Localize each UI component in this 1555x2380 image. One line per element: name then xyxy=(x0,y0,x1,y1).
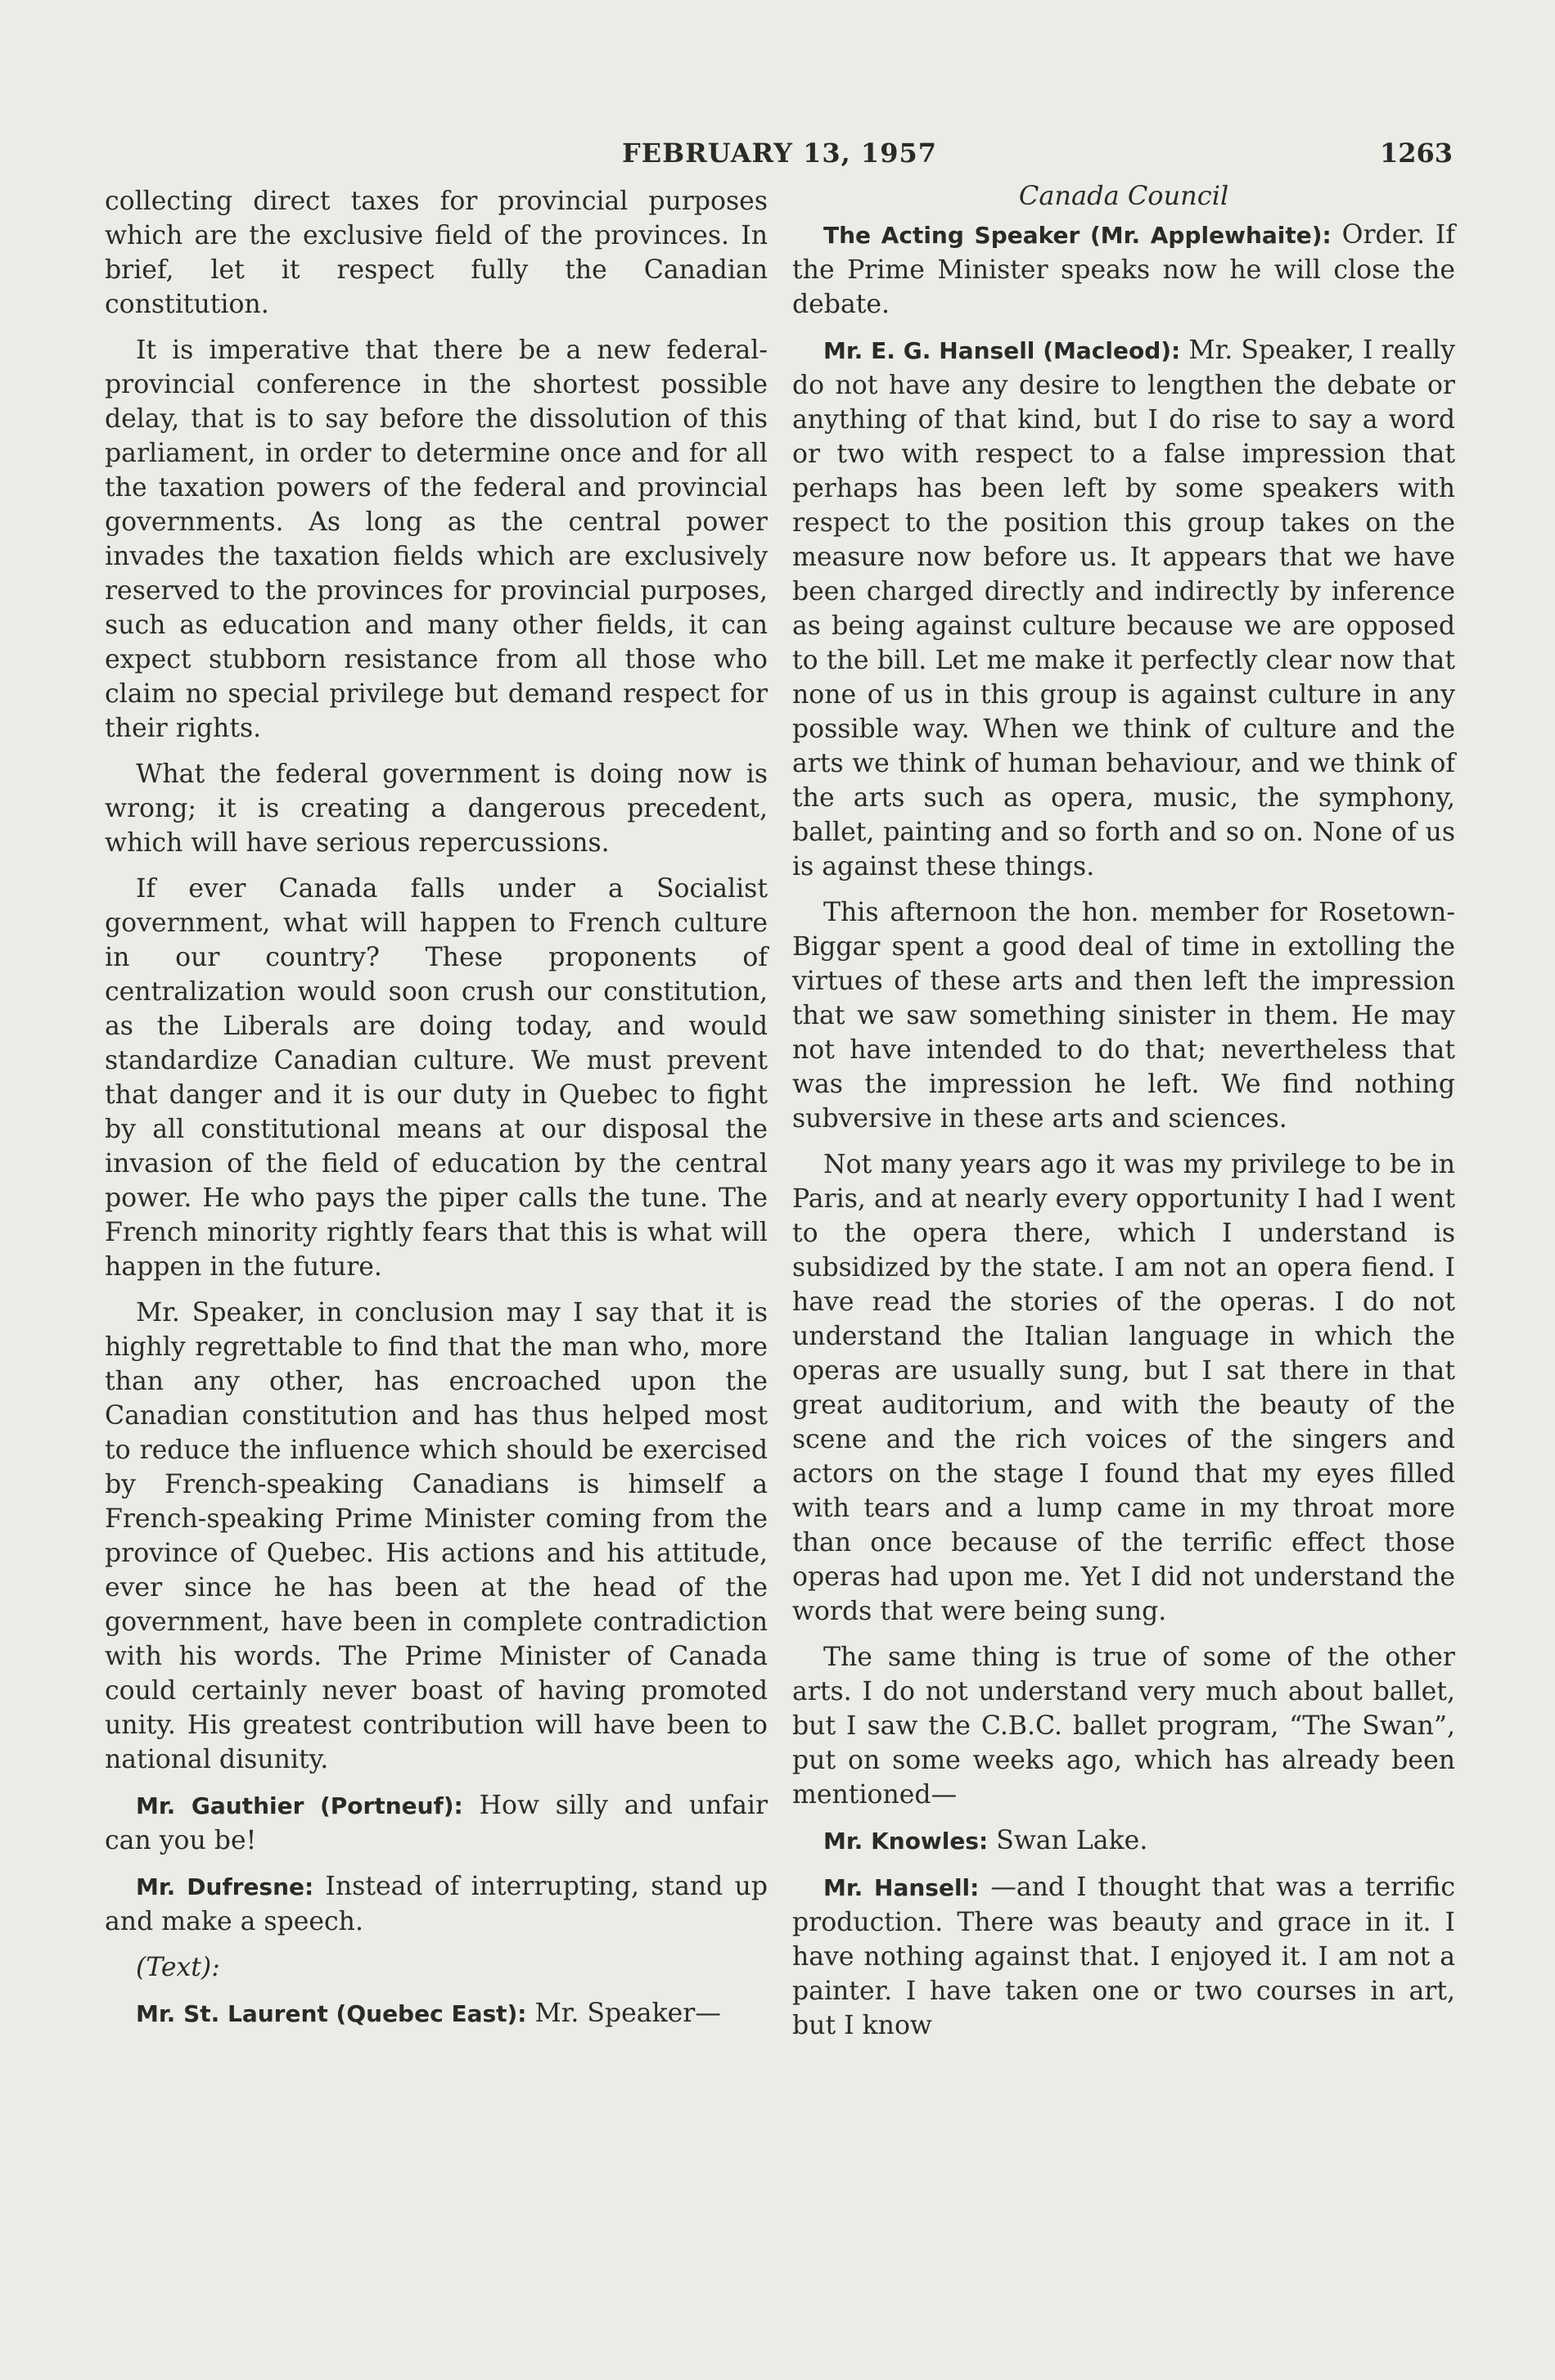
text-marker: (Text): xyxy=(136,1953,220,1982)
right-paragraph-1 xyxy=(792,218,1455,322)
left-paragraph-4: If ever Canada falls under a Socialist government, what will happen to French culture in our country? These proponents of centralization would soon crush our constitution, as the Liberals are doing today, and would standardize Canadian culture. We must prevent that danger and it is our duty in Quebec to fight by all constitutional means at our disposal the invasion of the field of education by the central power. He who pays the piper calls the tune. The French minority rightly fears that this is what will happen in the future. xyxy=(105,874,768,1282)
page-header xyxy=(106,137,1453,178)
header-date: FEBRUARY 13, 1957 xyxy=(622,137,937,169)
right-paragraph-2 xyxy=(792,333,1455,884)
speech-text: —and I thought that was a terrific production. There was beauty and grace in it. I have nothing against that. I enjoyed it. I am not a painter. I have taken one or two courses in art, but I know xyxy=(792,1873,1455,2040)
left-paragraph-9 xyxy=(105,1996,768,2031)
speech-text: Mr. Speaker, I really do not have any desire to lengthen the debate or anything of that kind, but I do rise to say a word or two with respect to a false impression that perhaps has been left by some speakers with respect to the position this group takes on the measure now before us. It appears that we have been charged directly and indirectly by inference as being against culture because we are opposed to the bill. Let me make it perfectly clear now that none of us in this group is against culture in any possible way. When we think of culture and the arts we think of human behaviour, and we think of the arts such as opera, music, the symphony, ballet, painting and so forth and so on. None of us is against these things. xyxy=(792,336,1455,881)
speaker-name: Mr. Hansell: xyxy=(823,1874,980,1901)
speech-text: Instead of interrupting, stand up and make a speech. xyxy=(105,1872,768,1936)
left-paragraph-2: It is imperative that there be a new federal-provincial conference in the shortest possible delay, that is to say before the dissolution of this parliament, in order to determine once and for all the taxation powers of the federal and provincial governments. As long as the central power invades the taxation fields which are exclusively reserved to the provinces for provincial purposes, such as education and many other fields, it can expect stubborn resistance from all those who claim no special privilege but demand respect for their rights. xyxy=(105,336,768,743)
right-paragraph-5: The same thing is true of some of the other arts. I do not understand very much about ballet, but I saw the C.B.C. ballet program, “The Swan”, put on some weeks ago, which has already been mentioned— xyxy=(792,1643,1455,1810)
left-paragraph-5: Mr. Speaker, in conclusion may I say that it is highly regrettable to find that the man who, more than any other, has encroached upon the Canadian constitution and has thus helped most to reduce the influence which should be exercised by French-speaking Canadians is himself a French-speaking Prime Minister coming from the province of Quebec. His actions and his attitude, ever since he has been at the head of the government, have been in complete contradiction with his words. The Prime Minister of Canada could certainly never boast of having promoted unity. His greatest contribution will have been to national disunity. xyxy=(105,1298,768,1774)
right-paragraph-6 xyxy=(792,1823,1455,1859)
page-number: 1263 xyxy=(1379,137,1453,169)
speaker-name: Mr. E. G. Hansell (Macleod): xyxy=(823,337,1181,364)
speaker-name: Mr. Knowles: xyxy=(823,1828,989,1855)
speaker-name: Mr. St. Laurent (Quebec East): xyxy=(136,2000,527,2027)
speech-text: Swan Lake. xyxy=(988,1826,1148,1855)
right-column xyxy=(792,178,1455,2054)
speaker-name: Mr. Gauthier (Portneuf): xyxy=(136,1792,463,1819)
left-paragraph-3: What the federal government is doing now is wrong; it is creating a dangerous precedent, which will have serious repercussions. xyxy=(105,760,768,858)
right-paragraph-7 xyxy=(792,1870,1455,2043)
speaker-name: Mr. Dufresne: xyxy=(136,1873,314,1900)
speech-text: Order. If the Prime Minister speaks now he will close the debate. xyxy=(792,220,1455,319)
left-column xyxy=(105,184,768,2043)
right-paragraph-4: Not many years ago it was my privilege to be in Paris, and at nearly every opportunity I had I went to the opera there, which I understand is subsidized by the state. I am not an opera fiend. I have read the stories of the operas. I do not understand the Italian language in which the operas are usually sung, but I sat there in that great auditorium, and with the beauty of the scene and the rich voices of the singers and actors on the stage I found that my eyes filled with tears and a lump came in my throat more than once because of the terrific effect those operas had upon me. Yet I did not understand the words that were being sung. xyxy=(792,1150,1455,1626)
speech-text: How silly and unfair can you be! xyxy=(105,1791,768,1855)
left-paragraph-1: collecting direct taxes for provincial purposes which are the exclusive field of the provinces. In brief, let it respect fully the Canadian constitution. xyxy=(105,187,768,319)
speech-text: Mr. Speaker— xyxy=(526,1999,721,2028)
speaker-name: The Acting Speaker (Mr. Applewhaite): xyxy=(823,222,1332,249)
right-paragraph-3: This afternoon the hon. member for Rosetown-Biggar spent a good deal of time in extolling the virtues of these arts and then left the impression that we saw something sinister in them. He may not have intended to do that; nevertheless that was the impression he left. We find nothing subversive in these arts and sciences. xyxy=(792,898,1455,1134)
left-paragraph-6 xyxy=(105,1788,768,1858)
left-paragraph-7 xyxy=(105,1869,768,1939)
running-head: Canada Council xyxy=(1018,180,1229,211)
